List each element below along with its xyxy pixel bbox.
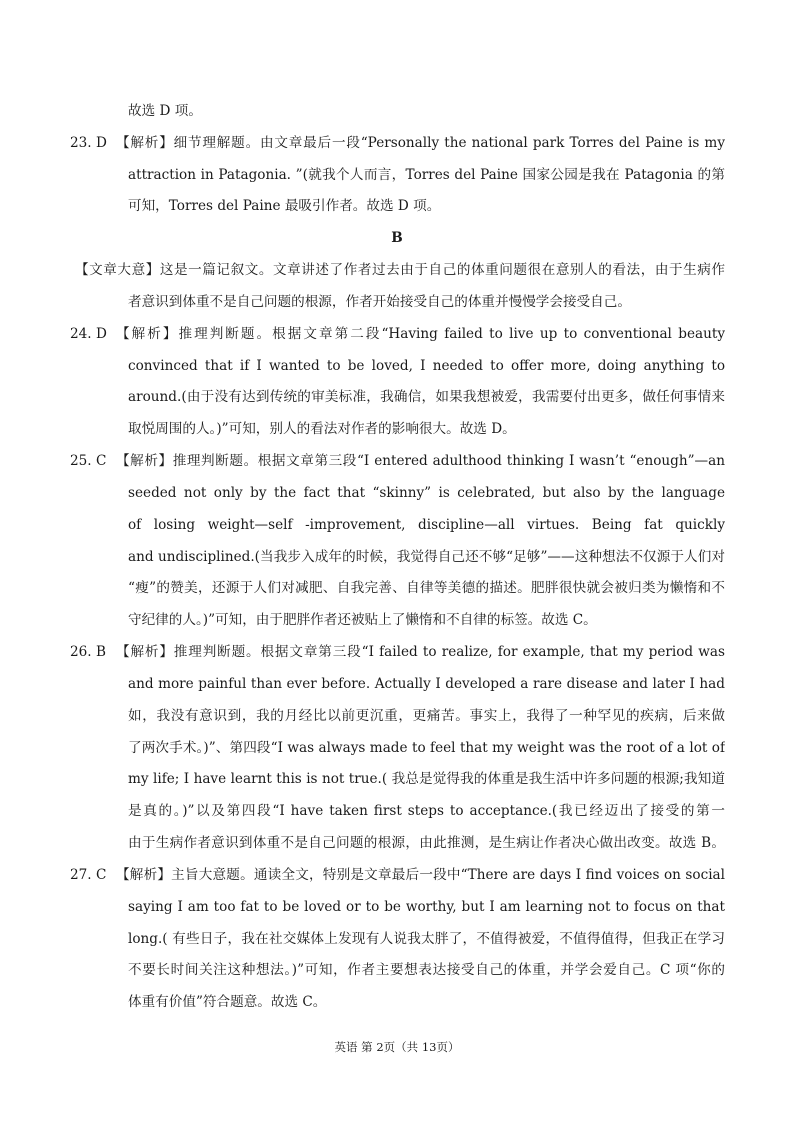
section-heading-b: B (391, 230, 403, 246)
text-line: 【解析】主旨大意题。通读全文，特别是文章最后一段中“There are days I find voices on social (116, 867, 725, 883)
text-line: 者意识到体重不是自己问题的根源，作者开始接受自己的体重并慢慢学会接受自己。 (128, 294, 631, 310)
text-line: and more painful than ever before. Actually I developed a rare disease and later I had (128, 676, 725, 692)
text-line: 【解析】推理判断题。根据文章第二段“Having failed to live up to conventional beauty (116, 326, 725, 342)
text-line: 是真的。)”以及第四段“I have taken first steps to acceptance.(我已经迈出了接受的第一 (128, 803, 725, 819)
question-number-23: 23. D (70, 135, 107, 151)
page-footer: 英语 第 2页（共 13页） (334, 1040, 460, 1054)
text-line: long.( 有些日子，我在社交媒体上发现有人说我太胖了，不值得被爱，不值得值得，但我正在学习 (128, 931, 725, 947)
text-line: 不要长时间关注这种想法。)”可知，作者主要想表达接受自己的体重，并学会爱自己。C 项“你的 (128, 962, 725, 978)
text-line: and undisciplined.(当我步入成年的时候，我觉得自己还不够“足够”——这种想法不仅源于人们对 (128, 549, 725, 565)
text-line: 如，我没有意识到，我的月经比以前更沉重，更痛苦。事实上，我得了一种罕见的疾病，后来做 (128, 708, 725, 724)
text-line: 【解析】推理判断题。根据文章第三段“I entered adulthood thinking I wasn’t “enough”—an (116, 453, 725, 469)
text-line: 可知，Torres del Paine 最吸引作者。故选 D 项。 (128, 198, 441, 214)
question-number-26: 26. B (70, 644, 106, 660)
text-line: 由于生病作者意识到体重不是自己问题的根源，由此推测，是生病让作者决心做出改变。故选 B。 (128, 835, 725, 851)
text-line: convinced that if I wanted to be loved, I needed to offer more, doing anything to (128, 358, 725, 374)
text-line: “瘦”的赞美，还源于人们对减肥、自我完善、自律等美德的描述。肥胖很快就会被归类为懒惰和不 (128, 580, 725, 596)
text-line: 体重有价值”符合题意。故选 C。 (128, 994, 327, 1010)
text-line: of losing weight—self -improvement, discipline—all virtues. Being fat quickly (128, 517, 725, 533)
text-line: 【解析】推理判断题。根据文章第三段“I failed to realize, for example, that my period was (116, 644, 725, 660)
text-line: 取悦周围的人。)”可知，别人的看法对作者的影响很大。故选 D。 (128, 421, 516, 437)
text-line: 了两次手术。)”、第四段“I was always made to feel that my weight was the root of a lot of (128, 740, 725, 756)
text-line: 【解析】细节理解题。由文章最后一段“Personally the national park Torres del Paine is my (116, 135, 725, 151)
question-number-24: 24. D (70, 326, 107, 342)
question-number-27: 27. C (70, 867, 107, 883)
text-line: my life; I have learnt this is not true.( 我总是觉得我的体重是我生活中许多问题的根源;我知道 (128, 771, 725, 787)
text-line: seeded not only by the fact that “skinny” is celebrated, but also by the language (128, 485, 725, 501)
text-line: attraction in Patagonia. ”(就我个人而言，Torres del Paine 国家公园是我在 Patagonia 的第 (128, 167, 725, 183)
text-line: saying I am too fat to be loved or to be worthy, but I am learning not to focus on that (128, 899, 725, 915)
text-line: 【文章大意】这是一篇记叙文。文章讲述了作者过去由于自己的体重问题很在意别人的看法，由于生病作 (75, 262, 725, 278)
text-line: around.(由于没有达到传统的审美标准，我确信，如果我想被爱，我需要付出更多，做任何事情来 (128, 389, 725, 405)
text-line: 故选 D 项。 (128, 103, 202, 119)
question-number-25: 25. C (70, 453, 107, 469)
text-line: 守纪律的人。)”可知，由于肥胖作者还被贴上了懒惰和不自律的标签。故选 C。 (128, 612, 597, 628)
